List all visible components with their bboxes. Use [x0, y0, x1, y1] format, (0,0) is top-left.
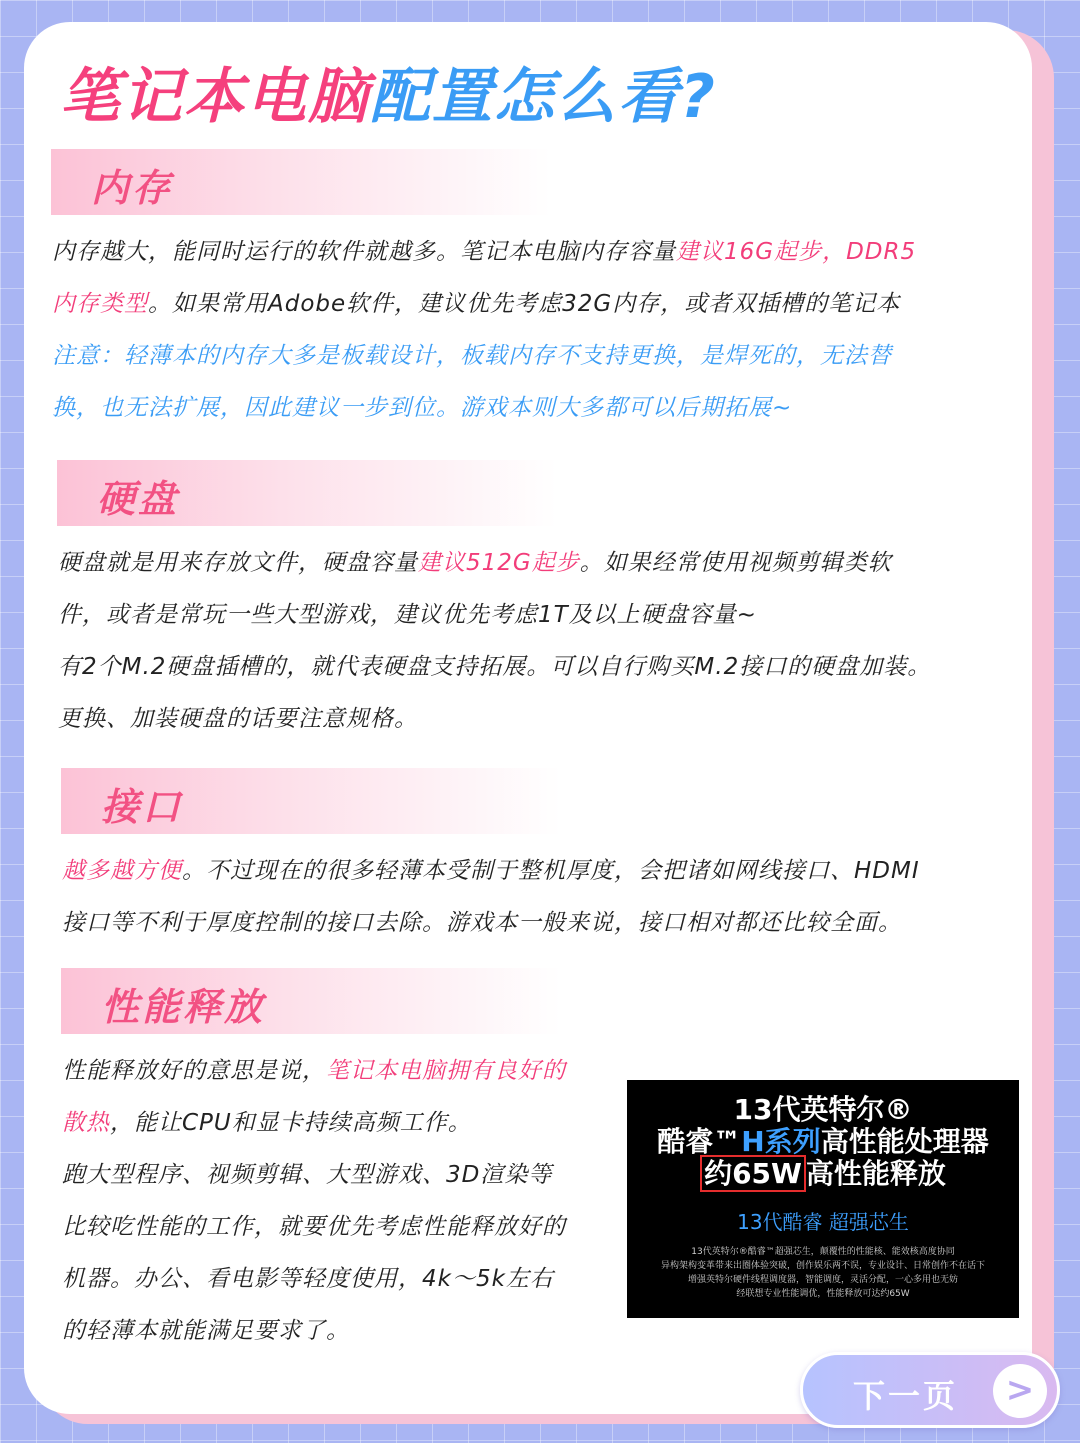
promo-text: 高性能释放 [805, 1157, 946, 1190]
ports-line-1 [62, 845, 920, 897]
performance-text: 性能释放好的意思是说， [62, 1058, 326, 1084]
performance-line-3: 跑大型程序、视频剪辑、大型游戏、3D渲染等 [62, 1162, 553, 1188]
section-title-memory: 内存 [91, 166, 174, 210]
ports-line-2: 接口等不利于厚度控制的接口去除。游戏本一般来说，接口相对都还比较全面。 [62, 910, 902, 936]
content-card [24, 22, 1032, 1414]
intel-promo-image [627, 1080, 1019, 1318]
memory-highlight: 内存类型 [52, 291, 148, 317]
promo-line-4: 13代酷睿 超强芯生 [737, 1210, 909, 1234]
chevron-right-icon: > [993, 1364, 1047, 1418]
memory-line-1 [52, 226, 916, 278]
disk-text: 。如果经常使用视频剪辑类软 [579, 550, 892, 576]
section-title-performance: 性能释放 [101, 985, 266, 1029]
section-title-ports: 接口 [101, 785, 184, 829]
ports-highlight: 越多越方便 [62, 858, 182, 884]
section-header-ports [61, 768, 561, 834]
performance-line-6: 的轻薄本就能满足要求了。 [62, 1318, 350, 1344]
next-page-button[interactable] [800, 1352, 1060, 1428]
performance-line-5: 机器。办公、看电影等轻度使用，4k～5k左右 [62, 1266, 554, 1292]
disk-line-2: 件，或者是常玩一些大型游戏，建议优先考虑1T及以上硬盘容量~ [58, 602, 757, 628]
section-header-memory [51, 149, 551, 215]
memory-highlight: 建议16G起步，DDR5 [676, 239, 917, 265]
promo-small-4: 经联想专业性能调优，性能释放可达约65W [736, 1289, 910, 1299]
performance-highlight: 散热 [62, 1110, 110, 1136]
disk-paragraph [58, 537, 931, 745]
memory-note-line-2: 换，也无法扩展，因此建议一步到位。游戏本则大多都可以后期拓展~ [52, 395, 793, 421]
performance-line-1 [62, 1045, 566, 1097]
section-title-disk: 硬盘 [97, 477, 180, 521]
disk-line-1 [58, 537, 931, 589]
performance-highlight: 笔记本电脑拥有良好的 [326, 1058, 566, 1084]
promo-line-1: 13代英特尔® [733, 1093, 913, 1126]
memory-text: 内存越大，能同时运行的软件就越多。笔记本电脑内存容量 [52, 239, 676, 265]
disk-highlight: 建议512G起步 [418, 550, 580, 576]
promo-text: 酷睿™ [657, 1125, 742, 1158]
performance-line-4: 比较吃性能的工作，就要优先考虑性能释放好的 [62, 1214, 566, 1240]
promo-line-3 [627, 1152, 1019, 1192]
performance-line-2 [62, 1097, 566, 1149]
memory-text: 。如果常用Adobe软件，建议优先考虑32G内存，或者双插槽的笔记本 [148, 291, 901, 317]
section-header-disk [57, 460, 557, 526]
memory-note-line-1: 注意：轻薄本的内存大多是板载设计，板载内存不支持更换，是焊死的，无法替 [52, 343, 892, 369]
performance-text: ，能让CPU和显卡持续高频工作。 [110, 1110, 472, 1136]
promo-small-3: 增强英特尔硬件线程调度器，智能调度，灵活分配，一心多用也无妨 [687, 1275, 958, 1285]
next-page-label: 下一页 [853, 1377, 959, 1415]
memory-line-2 [52, 278, 916, 330]
title-pink-part: 笔记本电脑 [60, 62, 370, 132]
promo-small-1: 13代英特尔®酷睿™超强芯生，颠覆性的性能核、能效核高度协同 [691, 1247, 955, 1257]
page-title [60, 60, 717, 134]
promo-highlight: H系列 [741, 1125, 821, 1158]
memory-paragraph [52, 226, 916, 434]
section-header-performance [61, 968, 561, 1034]
disk-line-3: 有2个M.2硬盘插槽的，就代表硬盘支持拓展。可以自行购买M.2接口的硬盘加装。 [58, 654, 932, 680]
title-blue-part: 配置怎么看? [370, 62, 717, 132]
performance-paragraph [62, 1045, 566, 1357]
disk-text: 硬盘就是用来存放文件，硬盘容量 [58, 550, 418, 576]
promo-boxed-text: 约65W [700, 1155, 806, 1192]
ports-text: 。不过现在的很多轻薄本受制于整机厚度，会把诸如网线接口、HDMI [182, 858, 920, 884]
promo-text: 高性能处理器 [820, 1125, 989, 1158]
ports-paragraph [62, 845, 920, 949]
disk-line-4: 更换、加装硬盘的话要注意规格。 [58, 706, 418, 732]
promo-small-2: 异构架构变革带来出圈体验突破，创作娱乐两不误，专业设计、日常创作不在话下 [660, 1261, 985, 1271]
